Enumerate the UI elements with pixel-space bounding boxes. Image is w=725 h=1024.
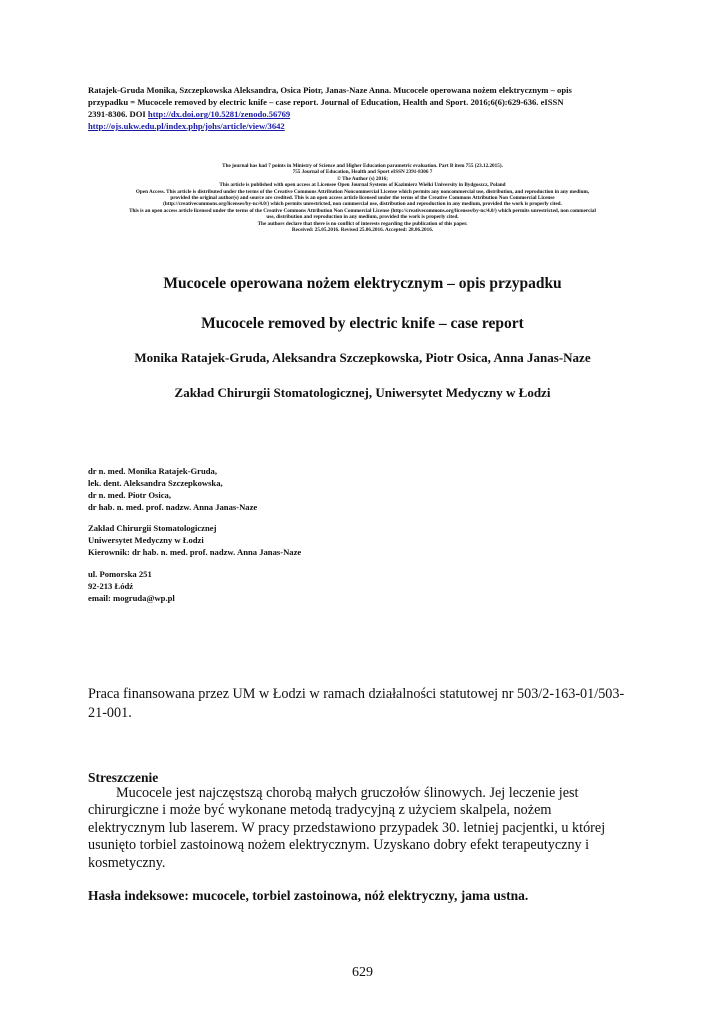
notice-line: The authors declare that there is no conflict of interests regarding the publication of this paper. [257,220,468,227]
abstract-line: kosmetyczny. [88,854,166,871]
affiliation-line: Zakład Chirurgii Stomatologicznej, Uniwersytet Medyczny w Łodzi [174,385,551,400]
department-block [88,522,301,558]
funding-statement [88,685,648,723]
notice-line: This is an open access article licensed under the terms of the Creative Commons Attribution Non Commercial License (http://creativecommons.org/licenses/by-nc/4.0/) which permits unrestricted, non commercial [129,207,596,214]
abstract-line: Mucocele jest najczęstszą chorobą małych gruczołów ślinowych. Jej leczenie jest [116,785,579,801]
notice-line: © The Author (s) 2016; [337,175,388,182]
citation-line: przypadku = Mucocele removed by electric knife – case report. Journal of Education, Health and Sport. 2016;6(6):629-636. eISSN [88,97,564,107]
abstract-body [88,785,648,872]
citation-url-line [88,120,648,132]
department-line: Zakład Chirurgii Stomatologicznej [88,523,217,533]
author-title-line: lek. dent. Aleksandra Szczepkowska, [88,478,223,488]
notice-line: The journal has had 7 points in Ministry of Science and Higher Education parametric evaluation. Part B item 755 (23.12.2015). [222,163,503,169]
funding-line: Praca finansowana przez UM w Łodzi w ramach działalności statutowej nr 503/2-163-01/503- [88,686,625,702]
notice-line: Open Access. This article is distributed under the terms of the Creative Commons Attribution Noncommercial License which permits any noncommercial use, distribution, and reproduction in any medium, [135,188,590,195]
address-block [88,568,175,604]
notice-line: 755 Journal of Education, Health and Sport eISSN 2391-8306 7 [292,169,433,176]
abstract-heading: Streszczenie [88,770,159,785]
notice-line: (http://creativecommons.org/licenses/by-nc/4.0/) which permits unrestricted, non commercial use, distribution and reproduction in any medium, provided the work is properly cited. [163,201,562,208]
title-polish: Mucocele operowana nożem elektrycznym – opis przypadku [163,275,562,292]
title-english: Mucocele removed by electric knife – case report [201,315,524,332]
funding-line: 21-001. [88,705,132,721]
notice-line: Received: 25.05.2016. Revised 25.06.2016. Accepted: 28.06.2016. [291,227,434,234]
notice-line: This article is published with open access at Licensee Open Journal Systems of Kazimierz Wielki University in Bydgoszcz, Poland [219,182,506,189]
doi-prefix: 2391-8306. DOI [88,109,148,119]
department-line: Uniwersytet Medyczny w Łodzi [88,535,204,545]
citation-line: Ratajek-Gruda Monika, Szczepkowska Aleksandra, Osica Piotr, Janas-Naze Anna. Mucocele operowana nożem elektrycznym – opis [88,85,572,95]
license-notice [80,163,645,233]
department-line: Kierownik: dr hab. n. med. prof. nadzw. Anna Janas-Naze [88,547,302,557]
address-line: ul. Pomorska 251 [88,569,152,579]
email-line: email: mogruda@wp.pl [88,593,175,603]
keywords-line: Hasła indeksowe: mucocele, torbiel zastoinowa, nóż elektryczny, jama ustna. [88,888,529,903]
author-title-line: dr n. med. Monika Ratajek-Gruda, [88,466,217,476]
notice-line: use, distribution and reproduction in any medium, provided the work is properly cited. [266,214,459,221]
doi-link[interactable]: http://dx.doi.org/10.5281/zenodo.56769 [147,109,291,119]
author-titles-block [88,465,257,513]
abstract-line: chirurgiczne i może być wykonane metodą tradycyjną z użyciem skalpela, nożem [88,802,552,819]
abstract-line: elektrycznym lub laserem. W pracy przedstawiono przypadek 30. letniej pacjentki, u której [88,819,606,836]
citation-block [88,84,648,132]
citation-doi-line [88,108,648,120]
author-title-line: dr hab. n. med. prof. nadzw. Anna Janas-Naze [88,502,258,512]
author-title-line: dr n. med. Piotr Osica, [88,490,171,500]
page-number: 629 [352,965,373,980]
authors-line: Monika Ratajek-Gruda, Aleksandra Szczepkowska, Piotr Osica, Anna Janas-Naze [134,350,591,365]
article-url-link[interactable]: http://ojs.ukw.edu.pl/index.php/johs/article/view/3642 [88,121,285,131]
address-line: 92-213 Łódź [88,581,134,591]
notice-line: provided the original author(s) and source are credited. This is an open access article licensed under the terms of the Creative Commons Attribution Non Commercial License [170,195,555,202]
abstract-line: usunięto torbiel zastoinową nożem elektrycznym. Uzyskano dobry efekt terapeutyczny i [88,837,590,854]
